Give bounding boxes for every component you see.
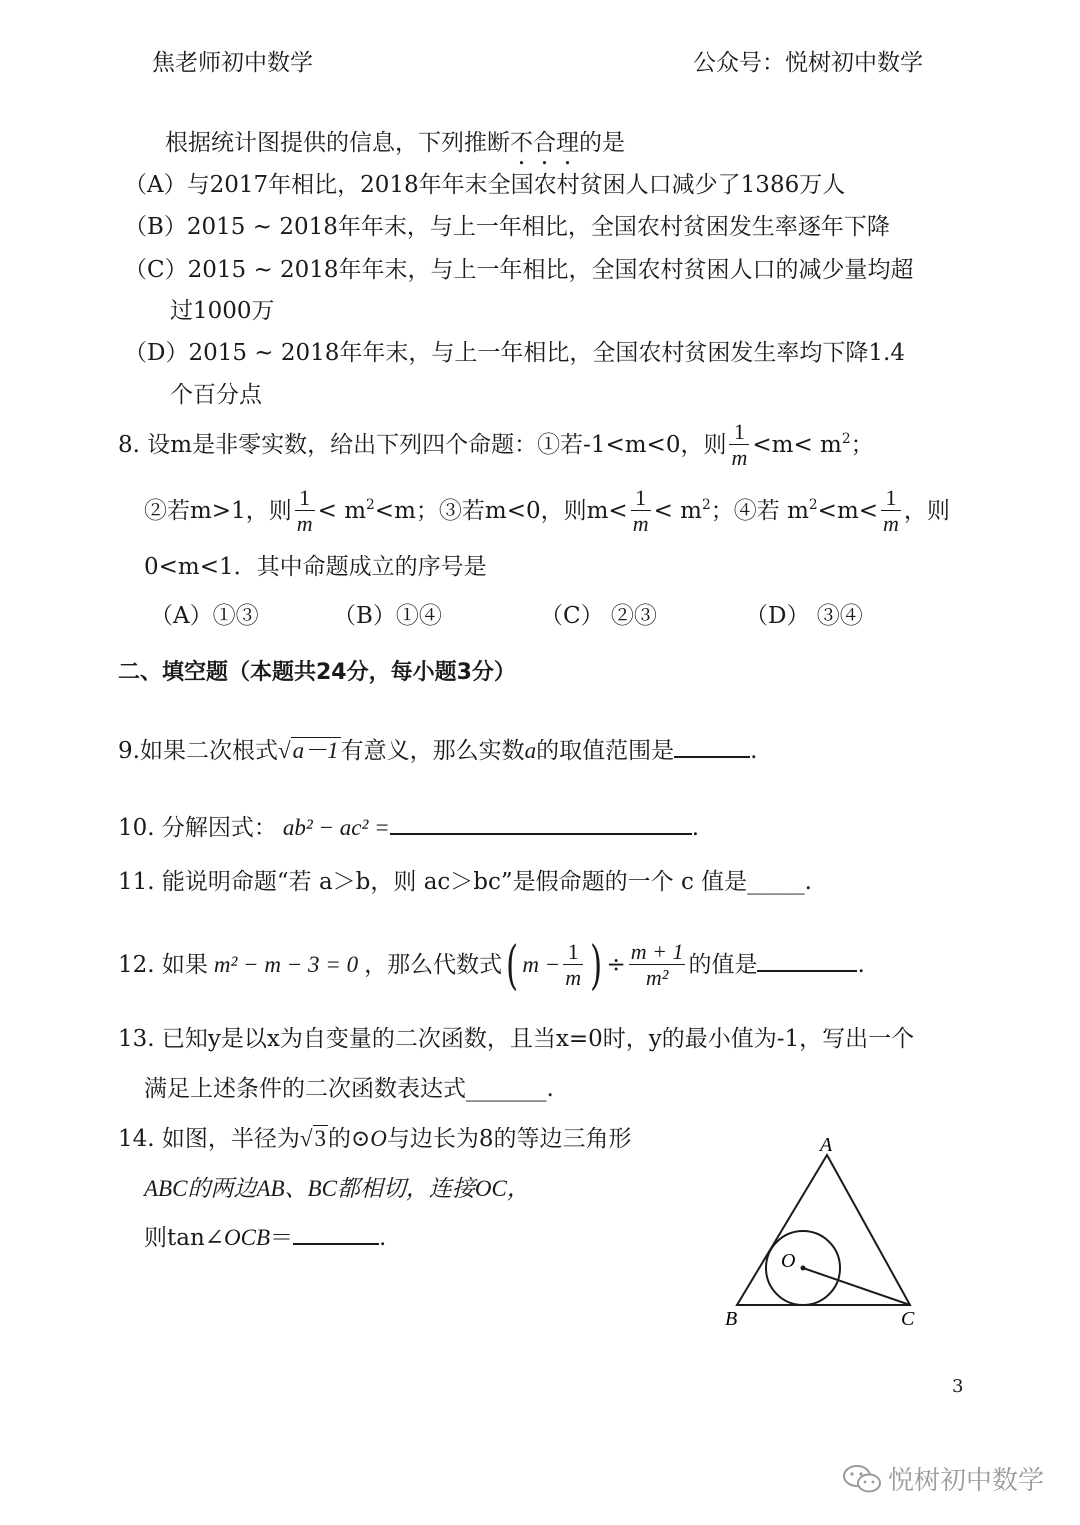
q8-line3: 0<m<1．其中命题成立的序号是 bbox=[144, 554, 487, 580]
triangle-abc bbox=[737, 1155, 910, 1305]
center-point bbox=[801, 1266, 806, 1271]
left-paren: ( bbox=[506, 936, 519, 996]
q14-line2: ABC的两边AB、BC都相切，连接OC， bbox=[144, 1176, 530, 1201]
emphasis-dot-char: 不 bbox=[510, 130, 533, 156]
triangle-circle-figure bbox=[715, 1125, 935, 1335]
q14-line3: 则tan∠OCB＝ . bbox=[144, 1225, 387, 1251]
fraction-1-over-m: $\frac{1}{m}$ bbox=[565, 939, 582, 991]
q7-option-b: （B）2015 ~ 2018年年末，与上一年相比，全国农村贫困发生率逐年下降 bbox=[124, 214, 890, 240]
q12: 12. 如果 m² − m − 3 = 0 ，那么代数式( m − $\frac{1}{m}$ ) ÷ $\frac{m + 1}{\text{m²}}$ 的值是 . bbox=[118, 936, 865, 996]
q13-line2: 满足上述条件的二次函数表达式_______. bbox=[144, 1076, 554, 1102]
fraction-m-plus-1-over-m-squared: $\frac{m + 1}{\text{m²}}$ bbox=[630, 939, 684, 991]
q7-option-d-line2: 个百分点 bbox=[170, 382, 262, 408]
q8-line1: 8. 设m是非零实数，给出下列四个命题：①若-1<m<0，则 $\frac{1}{m}$ $<m< m^2$； bbox=[118, 419, 874, 471]
q8-option-d: （D） ③④ bbox=[745, 603, 863, 629]
header-left: 焦老师初中数学 bbox=[152, 50, 313, 76]
fraction-1-over-m: $\frac{1}{m}$ bbox=[632, 485, 649, 537]
q8-line2: ②若m>1，则 $\frac{1}{m}$ < $m^2<m$；③若m<0，则m< $\frac{1}{m}$ < $m^2$；④若 $m^2<m<$ $\frac{1}{m}$ ，则 bbox=[144, 485, 950, 537]
watermark: 悦树初中数学 bbox=[842, 1460, 1044, 1497]
sqrt-expression: √a－1 bbox=[277, 738, 339, 763]
wechat-icon bbox=[842, 1463, 882, 1495]
answer-blank bbox=[757, 970, 857, 972]
label-b: B bbox=[725, 1308, 738, 1330]
q10: 10. 分解因式： ab² − ac² = . bbox=[118, 815, 699, 841]
fraction-1-over-m: $\frac{1}{m}$ bbox=[731, 419, 748, 471]
emphasis-dot-char: 合 bbox=[533, 130, 556, 156]
section-heading: 二、填空题（本题共24分，每小题3分） bbox=[118, 660, 516, 685]
right-paren: ) bbox=[590, 936, 603, 996]
q9: 9.如果二次根式√a－1有意义，那么实数a的取值范围是 . bbox=[118, 738, 758, 764]
q7-option-a: （A）与2017年相比，2018年年末全国农村贫困人口减少了1386万人 bbox=[124, 172, 846, 198]
label-o: O bbox=[781, 1250, 796, 1272]
header-right: 公众号：悦树初中数学 bbox=[693, 50, 923, 76]
q8-option-a: （A）①③ bbox=[150, 603, 259, 629]
fraction-1-over-m: $\frac{1}{m}$ bbox=[296, 485, 313, 537]
q14-line1: 14. 如图，半径为√3的⊙O与边长为8的等边三角形 bbox=[118, 1126, 632, 1152]
q8-option-c: （C） ②③ bbox=[540, 603, 657, 629]
answer-blank bbox=[293, 1243, 379, 1245]
label-c: C bbox=[901, 1308, 915, 1330]
q7-option-c-line1: （C）2015 ~ 2018年年末，与上一年相比，全国农村贫困人口的减少量均超 bbox=[124, 257, 914, 283]
answer-blank bbox=[674, 756, 750, 758]
answer-blank bbox=[390, 833, 692, 835]
fraction-1-over-m: $\frac{1}{m}$ bbox=[883, 485, 899, 537]
emphasis-dot-char: 理 bbox=[556, 130, 579, 156]
q7-stem: 根据统计图提供的信息，下列推断不合理的是 bbox=[165, 130, 625, 156]
page-number: 3 bbox=[952, 1376, 964, 1397]
q7-option-d-line1: （D）2015 ~ 2018年年末，与上一年相比，全国农村贫困发生率均下降1.4 bbox=[124, 340, 905, 366]
q13-line1: 13. 已知y是以x为自变量的二次函数，且当x=0时，y的最小值为-1，写出一个 bbox=[118, 1026, 915, 1052]
sqrt-expression: √3 bbox=[299, 1126, 327, 1151]
q7-option-c-line2: 过1000万 bbox=[170, 298, 275, 324]
q11: 11. 能说明命题“若 a＞b，则 ac＞bc”是假命题的一个 c 值是_____. bbox=[118, 869, 812, 895]
segment-oc bbox=[803, 1268, 910, 1305]
q8-option-b: （B）①④ bbox=[333, 603, 442, 629]
label-a: A bbox=[820, 1134, 833, 1156]
